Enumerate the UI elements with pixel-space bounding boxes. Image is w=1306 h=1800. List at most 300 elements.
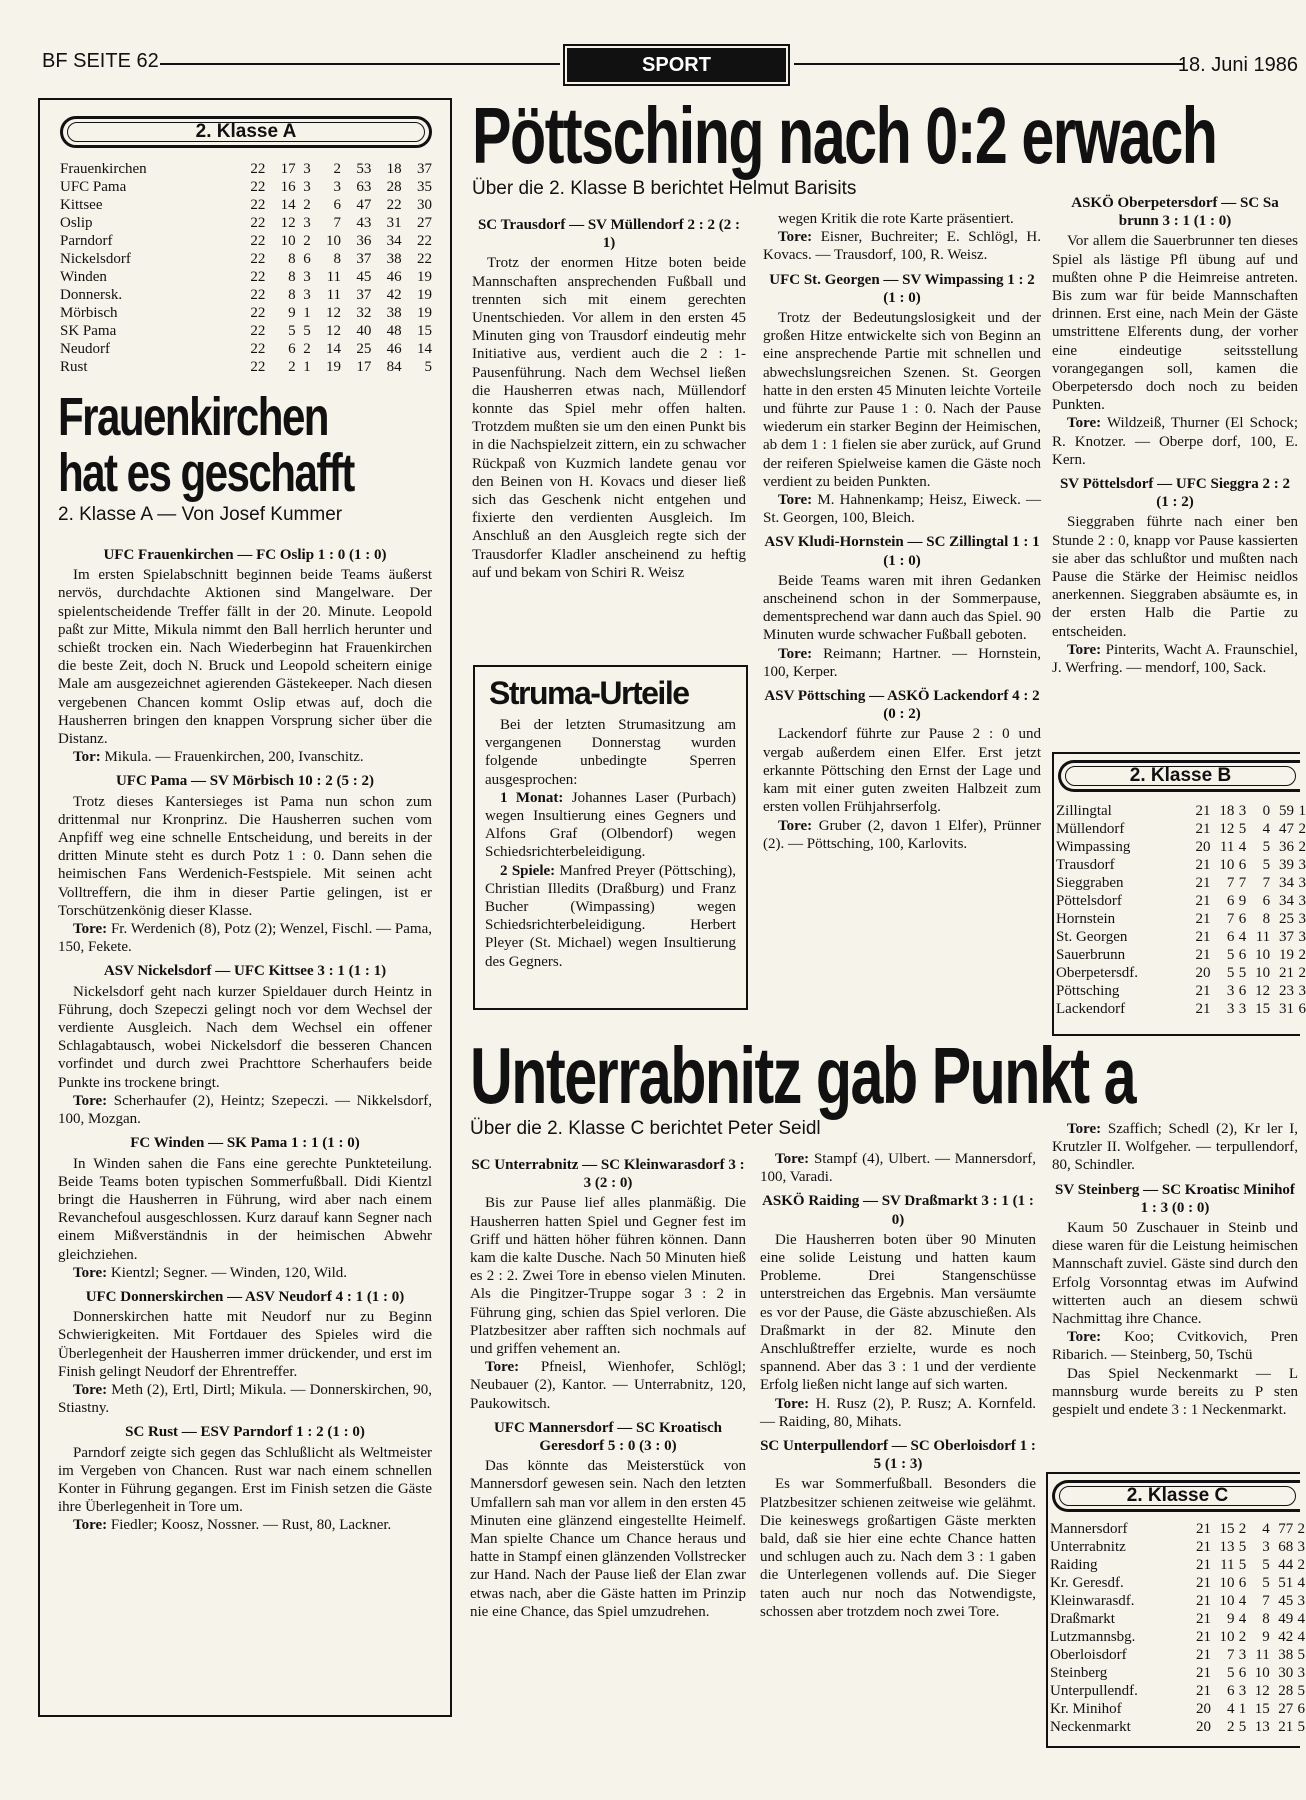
scorers-line (1052, 414, 1298, 469)
table-row (1056, 964, 1306, 982)
stat-cell: 77 (1278, 1521, 1294, 1537)
headline-b: Pöttsching nach 0:2 erwach (472, 91, 1217, 180)
stat-cell: 9 (1262, 1629, 1270, 1645)
stat-cell: 34 (386, 233, 402, 249)
stat-cell: 46 (386, 269, 402, 285)
struma-box (473, 665, 748, 1010)
team-name: Trausdorf (1056, 857, 1115, 873)
stat-cell: 17 (280, 161, 296, 177)
stat-cell: 4 (1297, 1611, 1305, 1627)
stat-cell: 3 (1297, 1665, 1305, 1681)
team-name: Müllendorf (1056, 821, 1125, 837)
scorers-label: Tore: (73, 1264, 108, 1281)
table-row (60, 358, 432, 376)
article-b-col1 (472, 210, 746, 660)
stat-cell: 22 (250, 287, 266, 303)
stat-cell: 20 (1195, 839, 1211, 855)
table-b-title: 2. Klasse B (1058, 760, 1300, 792)
match-title: SV Pöttelsdorf — UFC Sieggra 2 : 2 (1 : 2) (1059, 476, 1291, 511)
stat-cell: 1 (303, 305, 311, 321)
scorers-label: Tore: (778, 817, 813, 834)
match-title: SV Steinberg — SC Kroatisc Minihof 1 : 3 (0 : 0) (1055, 1181, 1295, 1216)
stat-cell: 22 (386, 197, 402, 213)
stat-cell: 21 (1196, 1647, 1212, 1663)
table-row (60, 250, 432, 268)
scorers-text: Eisner, Buchreiter; E. Schlögl, H. Kovacs. — Trausdorf, 100, R. Weisz. (763, 229, 1041, 264)
scorers-line (58, 1092, 432, 1128)
klasse-c-box (1046, 1472, 1305, 1748)
stat-cell: 39 (1279, 857, 1295, 873)
stat-cell: 6 (1262, 893, 1271, 909)
stat-cell: 3 (1298, 875, 1306, 891)
scorers-text: Szaffich; Schedl (2), Kr ler I, Krutzler II. Wolfgeher. — terpullendorf, 80, Schindler. (1052, 1121, 1298, 1174)
stat-cell: 2 (288, 359, 296, 375)
stat-cell: 6 (1226, 929, 1235, 945)
stat-cell: 21 (1195, 857, 1211, 873)
stat-cell: 36 (1279, 839, 1295, 855)
team-name: St. Georgen (1056, 929, 1128, 945)
scorers-text: Meth (2), Ertl, Dirtl; Mikula. — Donnerskirchen, 90, Stiastny. (58, 1381, 433, 1417)
article-b-col3 (1052, 188, 1298, 743)
stat-cell: 10 (1254, 1665, 1270, 1681)
stat-cell: 5 (288, 323, 296, 339)
table-row (60, 340, 432, 358)
stat-cell: 37 (417, 161, 432, 177)
table-row (1050, 1700, 1305, 1718)
stat-cell: 6 (1238, 1575, 1247, 1591)
stat-cell: 21 (1195, 947, 1211, 963)
stat-cell: 10 (1255, 965, 1271, 981)
stat-cell: 3 (303, 215, 311, 231)
team-name: Kr. Minihof (1050, 1701, 1122, 1717)
stat-cell: 15 (1254, 1701, 1270, 1717)
klasse-b-box (1052, 752, 1306, 1036)
page-header (42, 48, 1298, 82)
stat-cell: 10 (1219, 1575, 1235, 1591)
stat-cell: 21 (1196, 1665, 1212, 1681)
scorers-text: Fr. Werdenich (8), Potz (2); Wenzel, Fischl. — Pama, 150, Fekete. (58, 921, 432, 956)
stat-cell: 20 (1196, 1701, 1212, 1717)
stat-cell: 31 (386, 215, 402, 231)
stat-cell: 6 (303, 251, 311, 267)
team-name: Sieggraben (1056, 875, 1124, 891)
stat-cell: 10 (1219, 857, 1235, 873)
stat-cell: 21 (1196, 1557, 1212, 1573)
issue-date: 18. Juni 1986 (1177, 54, 1298, 76)
table-row (1050, 1574, 1305, 1592)
match-title: SC Trausdorf — SV Müllendorf 2 : 2 (2 : 1) (477, 217, 741, 252)
stat-cell: 15 (1219, 1521, 1235, 1537)
team-name: Lutzmannsbg. (1050, 1629, 1136, 1645)
team-name: Pöttsching (1056, 983, 1120, 999)
stat-cell: 38 (1278, 1647, 1294, 1663)
stat-cell: 14 (326, 341, 342, 357)
stat-cell: 68 (1278, 1539, 1294, 1555)
stat-cell: 42 (1278, 1629, 1294, 1645)
stat-cell: 12 (1254, 1683, 1270, 1699)
stat-cell: 21 (1196, 1611, 1212, 1627)
stat-cell: 3 (1298, 911, 1306, 927)
team-name: Mannersdorf (1050, 1521, 1128, 1537)
byline-b: Über die 2. Klasse B berichtet Helmut Barisits (472, 178, 857, 199)
scorers-line (1052, 1328, 1298, 1364)
stat-cell: 10 (1219, 1629, 1235, 1645)
stat-cell: 21 (1195, 875, 1211, 891)
scorers-line (760, 1150, 1036, 1186)
match-title: SC Unterrabnitz — SC Kleinwarasdorf 3 : 3 (2 : 0) (471, 1157, 745, 1192)
match-title: FC Winden — SK Pama 1 : 1 (1 : 0) (130, 1135, 360, 1152)
stat-cell: 2 (303, 197, 311, 213)
stat-cell: 8 (288, 251, 296, 267)
stat-cell: 22 (250, 359, 266, 375)
match-report: Sieggraben führte nach einer ben Stunde 2 : 0, knapp vor Pause kassierten sie aber das schlußtor und mußten nach Pause die Stärke der Heimisc neidlos anerkennen. Sieggraben absäumte es, in der ersten Halb die Partie zu entscheiden. (1052, 514, 1298, 640)
stat-cell: 6 (1297, 1701, 1305, 1717)
stat-cell: 37 (356, 287, 372, 303)
stat-cell: 3 (1262, 1539, 1270, 1555)
match-title: ASKÖ Raiding — SV Draßmarkt 3 : 1 (1 : 0) (762, 1193, 1034, 1228)
stat-cell: 49 (1278, 1611, 1294, 1627)
scorers-text: Reimann; Hartner. — Hornstein, 100, Kerper. (763, 645, 1041, 680)
klasse-a-box (38, 98, 452, 1717)
stat-cell: 23 (1279, 983, 1295, 999)
stat-cell: 25 (356, 341, 372, 357)
section-label: SPORT (567, 48, 786, 82)
table-row (60, 214, 432, 232)
table-row (60, 322, 432, 340)
stat-cell: 3 (1238, 1683, 1247, 1699)
stat-cell: 2 (1298, 965, 1306, 981)
stat-cell: 2 (303, 341, 311, 357)
stat-cell: 45 (1278, 1593, 1294, 1609)
byline-c: Über die 2. Klasse C berichtet Peter Seidl (470, 1118, 821, 1139)
stat-cell: 8 (1262, 911, 1271, 927)
stat-cell: 21 (1195, 821, 1211, 837)
stat-cell: 6 (1238, 1665, 1247, 1681)
stat-cell: 4 (1227, 1701, 1235, 1717)
match-report: In Winden sahen die Fans eine gerechte Punkteteilung. Beide Teams boten typischen Sommerfußball. Didi Kientzl bringt die Hausherren in Führung, wird aber nach einem Revanchefoul ausgeschlossen. Kurz darauf kann Segner nach einem Mißverständnis in der heimischen Abwehr gleichziehen. (58, 1155, 432, 1263)
stat-cell: 12 (280, 215, 296, 231)
table-row (60, 232, 432, 250)
stat-cell: 5 (1238, 1539, 1247, 1555)
stat-cell: 7 (1238, 875, 1247, 891)
struma-title: Struma-Urteile (489, 675, 689, 711)
stat-cell: 10 (280, 233, 296, 249)
team-name: Zillingtal (1056, 803, 1112, 819)
scorers-text: H. Rusz (2), P. Rusz; A. Kornfeld. — Raiding, 80, Mihats. (760, 1395, 1037, 1430)
scorers-label: Tore: (1067, 1121, 1102, 1137)
scorers-label: Tore: (778, 229, 813, 246)
match-title: UFC Mannersdorf — SC Kroatisch Geresdorf 5 : 0 (3 : 0) (493, 1419, 723, 1455)
stat-cell: 3 (303, 287, 311, 303)
stat-cell: 11 (1219, 839, 1235, 855)
match-title: ASV Nickelsdorf — UFC Kittsee 3 : 1 (1 : 1) (103, 963, 387, 980)
stat-cell: 10 (1255, 947, 1271, 963)
stat-cell: 16 (280, 179, 296, 195)
stat-cell: 25 (1279, 911, 1295, 927)
team-name: Sauerbrunn (1056, 947, 1126, 963)
stat-cell: 4 (1238, 839, 1247, 855)
stat-cell: 6 (1238, 983, 1247, 999)
team-name: Neudorf (60, 341, 110, 357)
stat-cell: 14 (417, 341, 432, 357)
stat-cell: 8 (288, 269, 296, 285)
stat-cell: 12 (1255, 983, 1271, 999)
stat-cell: 27 (1278, 1701, 1294, 1717)
stat-cell: 5 (1238, 821, 1247, 837)
stat-cell: 21 (1196, 1539, 1212, 1555)
stat-cell: 84 (386, 359, 402, 375)
stat-cell: 47 (356, 197, 372, 213)
scorers-line (760, 1395, 1036, 1431)
scorers-line (1052, 1120, 1298, 1175)
table-row (1050, 1646, 1305, 1664)
match-report: Nickelsdorf geht nach kurzer Spieldauer durch Heintz in Führung, doch Szepeczi gelingt noch vor dem Wechsel der verdiente Ausgleich. Nach dem Wechsel ein offener Schlagabtausch, wobei Nickelsdorf die besseren Chancen vorfindet und durch zwei Prachttore Scherhaufers beide Punkte ins trockene bringt. (58, 983, 432, 1091)
headline-c: Unterrabnitz gab Punkt a (470, 1031, 1136, 1120)
match-report: Beide Teams waren mit ihren Gedanken anscheinend schon in der Sommerpause, dementsprechend war dann auch das Spiel. 90 Minuten wurde schwacher Fußball geboten. (763, 572, 1041, 644)
stat-cell: 30 (1278, 1665, 1294, 1681)
match-title: ASV Kludi-Hornstein — SC Zillingtal 1 : 1 (1 : 0) (764, 534, 1040, 569)
stat-cell: 8 (1262, 1611, 1270, 1627)
stat-cell: 37 (356, 251, 372, 267)
stat-cell: 5 (1262, 839, 1271, 855)
stat-cell: 5 (1297, 1647, 1305, 1663)
standings-table-a (60, 160, 432, 376)
stat-cell: 12 (326, 305, 342, 321)
stat-cell: 21 (1279, 965, 1295, 981)
stat-cell: 22 (250, 323, 266, 339)
stat-cell: 21 (1195, 803, 1211, 819)
byline-a: 2. Klasse A — Von Josef Kummer (58, 504, 343, 525)
headline-a-2: hat es geschafft (58, 443, 354, 503)
stat-cell: 6 (1238, 947, 1247, 963)
scorers-label: Tore: (775, 1395, 810, 1412)
stat-cell: 22 (250, 305, 266, 321)
stat-cell: 3 (1297, 1593, 1305, 1609)
team-name: Hornstein (1056, 911, 1116, 927)
table-row (1056, 874, 1306, 892)
stat-cell: 21 (1195, 911, 1211, 927)
stat-cell: 1 (303, 359, 311, 375)
stat-cell: 38 (386, 305, 402, 321)
stat-cell: 6 (333, 197, 342, 213)
match-report: Bis zur Pause lief alles planmäßig. Die Hausherren hatten Spiel und Gegner fest im Griff und hätten höher führen können. Dann kam die kalte Dusche. Nach 50 Minuten hieß es 2 : 2. Zwei Tore in ebenso vielen Minuten. Als die Pingitzer-Truppe sogar 3 : 2 in Führung ging, schien das Spiel verloren. Die Platzbesitzer aber rafften sich nochmals auf und griffen vehement an. (470, 1195, 746, 1358)
stat-cell: 2 (1238, 1629, 1247, 1645)
stat-cell: 19 (417, 305, 432, 321)
team-name: UFC Pama (60, 179, 127, 195)
table-row (1056, 946, 1306, 964)
team-name: Lackendorf (1056, 1001, 1126, 1017)
stat-cell: 21 (1195, 893, 1211, 909)
table-row (1056, 802, 1306, 820)
stat-cell: 5 (1297, 1719, 1305, 1735)
match-report: Parndorf zeigte sich gegen das Schlußlicht als Weltmeister im Vergeben von Chancen. Rust war nach einem schnellen Konter in Führung gegangen. Erst im Finish setzen die Gäste ihre Überlegenheit in Tore um. (58, 1444, 432, 1516)
stat-cell: 34 (1279, 875, 1295, 891)
stat-cell: 30 (417, 197, 432, 213)
stat-cell: 3 (1298, 983, 1306, 999)
match-report: Vor allem die Sauerbrunner ten dieses Spiel als lästige Pfl übung auf und mußten ohne P die Heimreise antreten. Bis zum war für beide Mannschaften drinnen. Erst eine, nach Mein der Gäste umstrittene Elferents dung, der vorher eine eindeutige seitsstellung vorangegangen soll, kamen die Oberpetersdo doch noch zu beiden Punkten. (1052, 233, 1298, 414)
stat-cell: 3 (303, 161, 311, 177)
stat-cell: 44 (1278, 1557, 1294, 1573)
stat-cell: 2 (1297, 1521, 1305, 1537)
stat-cell: 28 (1278, 1683, 1294, 1699)
stat-cell: 7 (1226, 875, 1235, 891)
stat-cell: 51 (1278, 1575, 1294, 1591)
stat-cell: 3 (1226, 1001, 1235, 1017)
match-report: Das könnte das Meisterstück von Mannersdorf gewesen sein. Nach den letzten Umfallern sah man vor allem in den ersten 45 Minuten eine glänzend eingestellte Heimelf. Man spielte Chance um Chance heraus und hatte in Stampf einen glänzenden Vollstrecker zur Hand. Nach der Pause ließ der Elan zwar etwas nach, aber die Gäste hatten im Prinzip nie eine Chance, das Spiel umzudrehen. (470, 1458, 746, 1620)
scorers-label: Tore: (73, 1517, 108, 1534)
scorers-label: Tore: (778, 645, 813, 662)
stat-cell: 5 (1227, 1665, 1235, 1681)
scorers-text: Mikula. — Frauenkirchen, 200, Ivanschitz. (104, 749, 364, 766)
scorers-text: Scherhaufer (2), Heintz; Szepeczi. — Nikkelsdorf, 100, Mozgan. (58, 1092, 432, 1128)
team-name: Kittsee (60, 197, 103, 213)
stat-cell: 13 (1254, 1719, 1270, 1735)
team-name: Winden (60, 269, 107, 285)
stat-cell: 8 (333, 251, 342, 267)
stat-cell: 11 (1255, 1647, 1270, 1663)
table-row (60, 196, 432, 214)
article-c-col1 (470, 1150, 746, 1740)
article-b-col2 (763, 210, 1041, 1030)
scorers-text: Wildzeiß, Thurner (El Schock; R. Knotzer. — Oberpe dorf, 100, E. Kern. (1052, 415, 1298, 468)
stat-cell: 4 (1297, 1629, 1305, 1645)
table-row (1056, 910, 1306, 928)
stat-cell: 2 (1238, 1521, 1247, 1537)
scorers-text: Fiedler; Koosz, Nossner. — Rust, 80, Lackner. (110, 1517, 392, 1534)
stat-cell: 2 (1298, 947, 1306, 963)
stat-cell: 15 (1255, 1001, 1271, 1017)
stat-cell: 7 (1227, 1647, 1235, 1663)
stat-cell: 2 (1227, 1719, 1235, 1735)
stat-cell: 22 (417, 251, 432, 267)
scorers-text: M. Hahnenkamp; Heisz, Eiweck. — St. Georgen, 100, Bleich. (763, 492, 1042, 527)
match-report: wegen Kritik die rote Karte präsentiert. (778, 211, 1014, 227)
stat-cell: 3 (1238, 1001, 1247, 1017)
table-row (1056, 1000, 1306, 1018)
stat-cell: 5 (1238, 1557, 1247, 1573)
table-row (1056, 982, 1306, 1000)
match-report: Trotz dieses Kantersieges ist Pama nun schon zum drittenmal nur Kronprinz. Die Hausherren suchen vom Anpfiff weg eine schnelle Entscheidung, und bereits in der dritten Minute steht es durch Potz 1 : 0. Dann sehen die heimischen Fans Werdenich-Festspiele. Mit seinen acht Volltreffern, die ihm in dieser Partie gelingen, ist er Torschützenkönig dieser Klasse. (58, 793, 432, 919)
stat-cell: 46 (386, 341, 402, 357)
scorers-label: Tore: (1067, 1329, 1102, 1346)
stat-cell: 21 (1196, 1575, 1212, 1591)
table-row (60, 304, 432, 322)
struma-intro: Bei der letzten Strumasitzung am vergangenen Donnerstag wurden folgende unbedingte Sperren ausgesprochen: (485, 717, 736, 788)
table-row (1056, 856, 1306, 874)
stat-cell: 22 (250, 161, 266, 177)
stat-cell: 21 (1196, 1629, 1212, 1645)
struma-m1-label: 1 Monat: (500, 789, 564, 806)
stat-cell: 5 (1238, 965, 1247, 981)
match-report: Trotz der Bedeutungslosigkeit und der großen Hitze entwickelte sich von Beginn an eine ansprechende Partie mit schnellen und abwechslungsreichen Szenen. St. Georgen hatte in den ersten 45 Minuten leichte Vorteile und führte zur Pause 1 : 0. Nach der Pause wiederum ein starker Beginn der Heimischen, ab dem 1 : 1 fielen sie aber zurück, auf Grund der reiferen Spielweise kamen die Gäste noch verdient zu beiden Punkten. (763, 310, 1041, 490)
table-row (60, 178, 432, 196)
stat-cell: 7 (1226, 911, 1235, 927)
stat-cell: 3 (1298, 893, 1306, 909)
match-title: UFC Frauenkirchen — FC Oslip 1 : 0 (1 : 0) (103, 547, 387, 563)
team-name: Kr. Geresdf. (1050, 1575, 1124, 1591)
match-report: Die Hausherren boten über 90 Minuten eine solide Leistung und hatten kaum Probleme. Drei Stangenschüsse unterstreichen das Ergebnis. Man versäumte es vor der Pause, die Gäste abzuschießen. Als Draßmarkt in der 82. Minute den Anschlußtreffer erzielte, wurde es noch spannend. Aber das 3 : 1 und der verdiente Erfolg ließen nicht lange auf sich warten. (760, 1231, 1036, 1394)
scorers-line (763, 491, 1041, 527)
stat-cell: 11 (1255, 929, 1271, 945)
struma-m2: Manfred Preyer (Pöttsching), Christian Illedits (Draßburg) und Franz Bucher (Wimpassing) wegen Schiedsrichterbeleidigung. Herbert Pleyer (St. Michael) wegen Insultierung des Gegners. (485, 862, 736, 970)
stat-cell: 4 (1262, 1521, 1270, 1537)
table-row (1050, 1718, 1305, 1736)
stat-cell: 3 (1297, 1539, 1305, 1555)
table-row (60, 160, 432, 178)
scorers-text: Koo; Cvitkovich, Pren Ribarich. — Steinberg, 50, Tschü (1052, 1329, 1298, 1364)
team-name: Draßmarkt (1050, 1611, 1115, 1627)
table-row (1056, 820, 1306, 838)
stat-cell: 47 (1279, 821, 1295, 837)
team-name: SK Pama (60, 323, 117, 339)
stat-cell: 1 (1298, 803, 1306, 819)
scorers-line (763, 645, 1041, 681)
stat-cell: 4 (1238, 1611, 1247, 1627)
stat-cell: 6 (1227, 1683, 1235, 1699)
stat-cell: 19 (417, 287, 432, 303)
stat-cell: 7 (1262, 1593, 1270, 1609)
table-row (60, 286, 432, 304)
header-rule (794, 63, 1184, 65)
stat-cell: 21 (1196, 1683, 1212, 1699)
team-name: Wimpassing (1056, 839, 1131, 855)
team-name: Neckenmarkt (1050, 1719, 1131, 1735)
stat-cell: 43 (356, 215, 372, 231)
stat-cell: 1 (1238, 1701, 1247, 1717)
stat-cell: 3 (303, 269, 311, 285)
stat-cell: 10 (326, 233, 342, 249)
scorers-text: Kientzl; Segner. — Winden, 120, Wild. (110, 1264, 348, 1281)
stat-cell: 21 (1195, 983, 1211, 999)
stat-cell: 4 (1297, 1575, 1305, 1591)
team-name: Nickelsdorf (60, 251, 131, 267)
stat-cell: 19 (417, 269, 432, 285)
table-row (1056, 838, 1306, 856)
stat-cell: 3 (1238, 1647, 1247, 1663)
stat-cell: 22 (250, 269, 266, 285)
table-row (1050, 1556, 1305, 1574)
match-report: Das Spiel Neckenmarkt — L mannsburg wurde bereits zu P sten gespielt und endete 3 : 1 Neckenmarkt. (1052, 1365, 1298, 1419)
stat-cell: 9 (1238, 893, 1247, 909)
team-name: Raiding (1050, 1557, 1098, 1573)
scorers-label: Tor: (73, 749, 101, 766)
table-row (1050, 1664, 1305, 1682)
scorers-label: Tore: (775, 1151, 810, 1167)
stat-cell: 2 (1298, 821, 1306, 837)
match-report: Es war Sommerfußball. Besonders die Platzbesitzer schienen zeitweise wie gelähmt. Die keineswegs großartigen Gäste merkten bald, daß sie hier eine echte Chance hatten und schlugen auch zu. Nach dem 3 : 1 gaben die Unterlegenen vollends auf. Die Sieger taten auch nur noch das Notwendigste, schossen aber trotzdem noch zwei Tore. (760, 1476, 1036, 1620)
scorers-line (763, 228, 1041, 264)
match-report: Donnerskirchen hatte mit Neudorf nur zu Beginn Schwierigkeiten. Mit Fortdauer des Spieles wird die Überlegenheit der Hausherren immer drückender, und erst im Finish gelingt Neudorf der Ehrentreffer. (58, 1309, 432, 1380)
match-report: Trotz der enormen Hitze boten beide Mannschaften ansprechenden Fußball und trennten sich mit einem gerechten Unentschieden. Vor allem in den ersten 45 Minuten ging von Trausdorf eindeutig mehr Initiative aus, verdient auch die 2 : 1-Pausenführung. Nach dem Wechsel ließen die Hausherren etwas nach, Müllendorf konnte das Spiel mehr offen halten. Trotzdem mußten sie um den einen Punkt bis in die Nachspielzeit zittern, ein zu schwacher Rückpaß von Kuzmich landete genau vor den Beinen von H. Kovacs und dieser ließ sich das Geschenk nicht entgehen und fixierte den verdienten Ausgleich. Im Anschluß an den Ausgleich regte sich der Trausdorfer Kladler anscheinend zu heftig auf und bekam von Schiri R. Weisz (472, 255, 746, 581)
stat-cell: 5 (1262, 857, 1271, 873)
struma-m2-label: 2 Spiele: (500, 862, 556, 879)
struma-m1: Johannes Laser (Purbach) wegen Insultierung eines Gegners und Alfons Graf (Olbendorf) wegen Schiedsrichterbeleidigung. (485, 789, 736, 861)
stat-cell: 6 (288, 341, 296, 357)
team-name: Donnersk. (60, 287, 123, 303)
team-name: Frauenkirchen (60, 161, 147, 177)
table-row (60, 268, 432, 286)
stat-cell: 28 (386, 179, 402, 195)
stat-cell: 35 (417, 179, 432, 195)
stat-cell: 5 (1226, 965, 1235, 981)
scorers-text: Pfneisl, Wienhofer, Schlögl; Neubauer (2), Kantor. — Unterrabnitz, 120, Paukowitsch. (470, 1359, 746, 1412)
stat-cell: 18 (386, 161, 402, 177)
scorers-line (58, 1516, 432, 1534)
stat-cell: 48 (386, 323, 402, 339)
stat-cell: 22 (250, 215, 266, 231)
table-row (1056, 928, 1306, 946)
stat-cell: 3 (1226, 983, 1235, 999)
